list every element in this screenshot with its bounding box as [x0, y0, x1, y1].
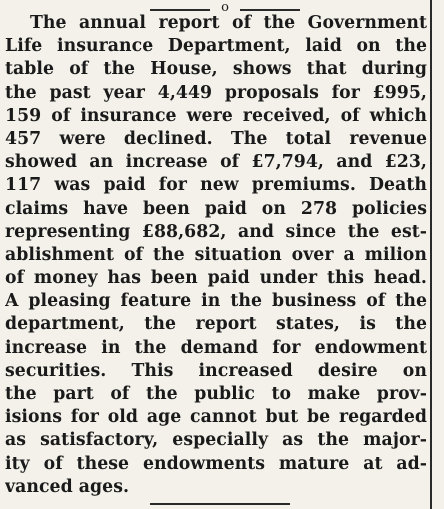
article-line: department, the report states, is the [5, 314, 427, 335]
separator-mark: o [221, 0, 229, 15]
end-rule [150, 503, 290, 505]
separator-line-left [150, 9, 210, 11]
article-line: claims have been paid on 278 policies [5, 198, 427, 219]
article-line: of money has been paid under this head. [5, 268, 427, 289]
article-line: ablishment of the situation over a milion [5, 244, 427, 265]
article-line: isions for old age cannot but be regarded [5, 407, 427, 428]
article-line: increase in the demand for endowment [5, 337, 427, 358]
article-line: 117 was paid for new premiums. Death [5, 175, 427, 196]
article-line: The annual report of the Government [30, 13, 427, 33]
article-line: table of the House, shows that during [5, 59, 427, 80]
article-line: securities. This increased desire on [5, 360, 427, 381]
article-line: the part of the public to make prov- [5, 384, 427, 404]
article-line: showed an increase of £7,794, and £23, [5, 152, 427, 173]
separator-line-right [240, 9, 300, 11]
article-line: as satisfactory, especially as the major- [5, 430, 427, 451]
article-line: the past year 4,449 proposals for £995, [5, 82, 427, 103]
article-line: vanced ages. [5, 476, 130, 497]
article-line: ity of these endowments mature at ad- [5, 453, 427, 474]
article-line: 457 were declined. The total revenue [5, 128, 427, 149]
article-line: 159 of insurance were received, of which [5, 105, 427, 126]
article-line: A pleasing feature in the business of the [5, 291, 427, 312]
article-line: representing £88,682, and since the est- [5, 221, 427, 242]
article-body [5, 12, 427, 499]
article-line: Life insurance Department, laid on the [5, 36, 427, 57]
column-rule [430, 0, 432, 509]
